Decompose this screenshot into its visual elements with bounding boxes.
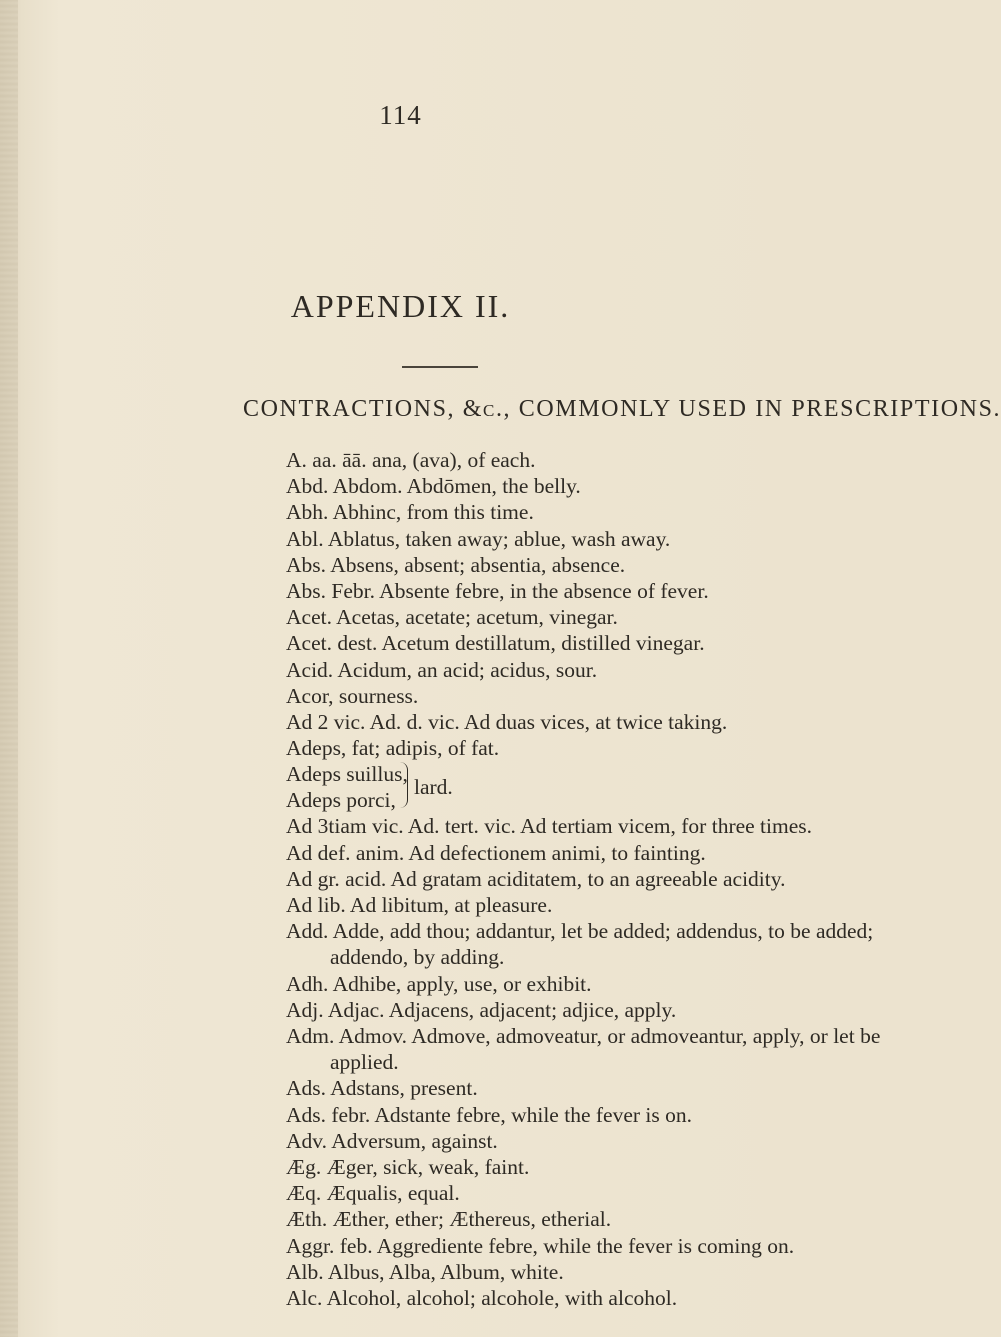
list-item: Aggr. feb. Aggrediente febre, while the fever is coming on. bbox=[286, 1233, 795, 1258]
appendix-title: APPENDIX II. bbox=[290, 288, 511, 324]
list-item-continuation: addendo, by adding. bbox=[330, 945, 505, 970]
list-item: Abl. Ablatus, taken away; ablue, wash away. bbox=[286, 526, 671, 551]
list-item: Ad 3tiam vic. Ad. tert. vic. Ad tertiam vicem, for three times. bbox=[286, 814, 813, 839]
page-number: 114 bbox=[379, 100, 422, 130]
adeps-group bbox=[286, 761, 801, 813]
list-item: Add. Adde, add thou; addantur, let be added; addendus, to be added; bbox=[286, 919, 874, 944]
list-item: Adm. Admov. Admove, admoveatur, or admoveantur, apply, or let be bbox=[286, 1024, 881, 1049]
list-item: Adv. Adversum, against. bbox=[286, 1128, 498, 1153]
list-item: Abh. Abhinc, from this time. bbox=[286, 500, 534, 525]
section-heading: CONTRACTIONS, &c., COMMONLY USED IN PRESCRIPTIONS. bbox=[243, 396, 1001, 422]
list-item: Abs. Absens, absent; absentia, absence. bbox=[286, 552, 626, 577]
list-item: Ad def. anim. Ad defectionem animi, to fainting. bbox=[286, 840, 706, 865]
abbreviation-list bbox=[286, 447, 881, 1311]
adeps-porci: Adeps porci, bbox=[286, 788, 396, 813]
list-item: Acet. dest. Acetum destillatum, distilled vinegar. bbox=[286, 631, 705, 656]
list-item: A. aa. āā. ana, (ava), of each. bbox=[286, 448, 536, 472]
list-item-continuation: applied. bbox=[330, 1050, 399, 1075]
list-item: Adj. Adjac. Adjacens, adjacent; adjice, apply. bbox=[286, 997, 677, 1022]
list-item: Æq. Æqualis, equal. bbox=[286, 1181, 460, 1206]
list-item: Abs. Febr. Absente febre, in the absence of fever. bbox=[286, 579, 709, 604]
list-item: Ad gr. acid. Ad gratam aciditatem, to an agreeable acidity. bbox=[286, 866, 786, 891]
list-item: Abd. Abdom. Abdōmen, the belly. bbox=[286, 474, 581, 499]
list-item: Ads. febr. Adstante febre, while the fever is on. bbox=[286, 1102, 692, 1127]
list-item: Alc. Alcohol, alcohol; alcohole, with alcohol. bbox=[286, 1286, 678, 1311]
list-item: Alb. Albus, Alba, Album, white. bbox=[286, 1259, 564, 1284]
list-item: Acor, sourness. bbox=[286, 683, 419, 708]
title-rule bbox=[402, 366, 478, 368]
list-item: Ad lib. Ad libitum, at pleasure. bbox=[286, 893, 553, 918]
list-item: Ad 2 vic. Ad. d. vic. Ad duas vices, at twice taking. bbox=[286, 710, 728, 735]
list-item: Acid. Acidum, an acid; acidus, sour. bbox=[286, 657, 598, 682]
list-item: Ads. Adstans, present. bbox=[286, 1076, 478, 1101]
list-item: Adeps, fat; adipis, of fat. bbox=[286, 736, 500, 761]
adeps-suillus: Adeps suillus, bbox=[286, 762, 408, 787]
brace bbox=[399, 762, 408, 808]
list-item: Æth. Æther, ether; Æthereus, etherial. bbox=[286, 1207, 612, 1232]
list-item: Acet. Acetas, acetate; acetum, vinegar. bbox=[286, 605, 618, 630]
binding-gutter bbox=[0, 0, 18, 1337]
adeps-meaning: lard. bbox=[414, 775, 453, 800]
list-item: Æg. Æger, sick, weak, faint. bbox=[286, 1155, 530, 1180]
list-item: Adh. Adhibe, apply, use, or exhibit. bbox=[286, 971, 592, 996]
